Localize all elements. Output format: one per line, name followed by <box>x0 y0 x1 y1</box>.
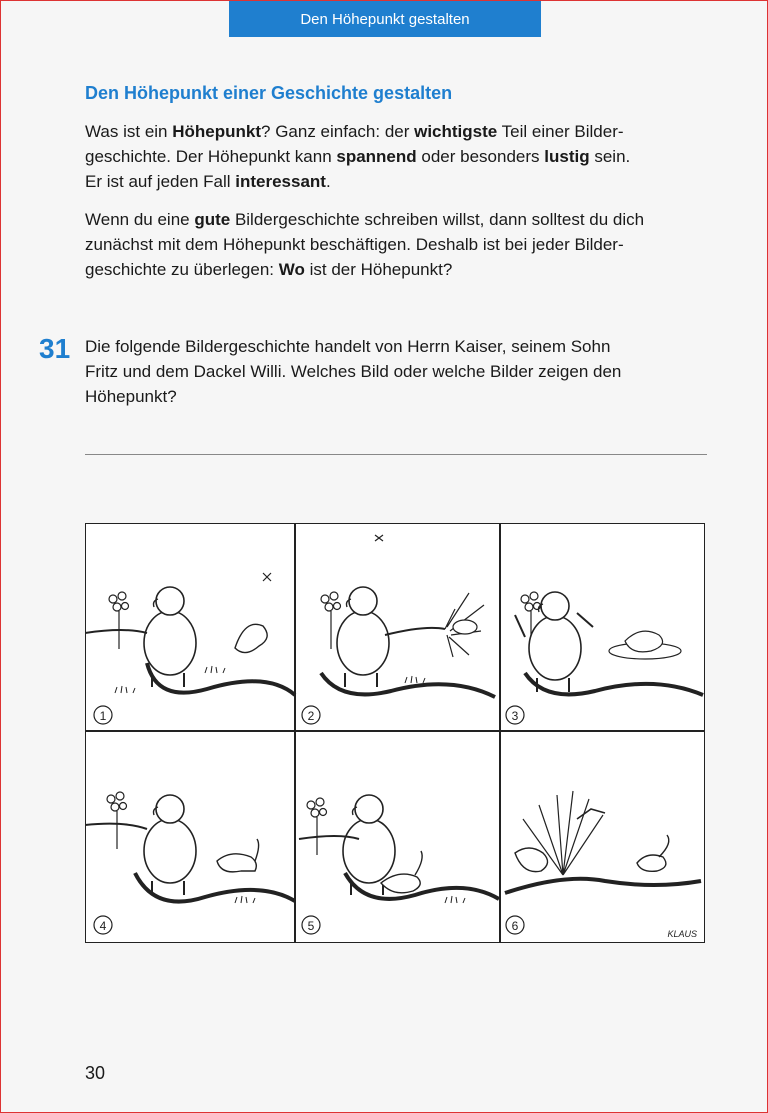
text: geschichte. Der Höhepunkt kann <box>85 147 337 166</box>
bold-text: wichtigste <box>414 122 498 141</box>
panel-number: 4 <box>99 919 107 933</box>
paragraph-intro <box>85 119 725 194</box>
comic-strip <box>85 523 705 943</box>
text: Teil einer Bilder- <box>497 122 624 141</box>
bold-text: spannend <box>336 147 417 166</box>
text: Was ist ein <box>85 122 173 141</box>
answer-line[interactable] <box>85 454 707 455</box>
panel-number: 5 <box>307 919 315 933</box>
text: sein. <box>589 147 631 166</box>
text: Er ist auf jeden Fall <box>85 172 236 191</box>
panel-number: 6 <box>511 919 519 933</box>
section-heading: Den Höhepunkt einer Geschichte gestalten <box>85 83 453 103</box>
text: Wenn du eine <box>85 210 195 229</box>
task-line: Höhepunkt? <box>85 387 177 406</box>
task-text <box>85 334 705 409</box>
text: zunächst mit dem Höhepunkt beschäftigen. Deshalb ist bei jeder Bilder- <box>85 235 624 254</box>
text: Bildergeschichte schreiben willst, dann solltest du dich <box>230 210 645 229</box>
paragraph-instruction <box>85 207 725 282</box>
text: ist der Höhepunkt? <box>304 260 453 279</box>
panel-number: 3 <box>511 709 519 723</box>
page-number: 30 <box>85 1063 106 1083</box>
bold-text: gute <box>194 210 231 229</box>
task-line: Die folgende Bildergeschichte handelt von Herrn Kaiser, seinem Sohn <box>85 337 611 356</box>
task-number: 31 <box>39 333 71 364</box>
panel-number: 2 <box>307 709 315 723</box>
text: . <box>325 172 331 191</box>
bold-text: lustig <box>544 147 590 166</box>
task-line: Fritz und dem Dackel Willi. Welches Bild oder welche Bilder zeigen den <box>85 362 622 381</box>
text: ? Ganz einfach: der <box>261 122 415 141</box>
text: oder besonders <box>416 147 545 166</box>
artist-signature: KLAUS <box>667 929 697 939</box>
text: geschichte zu überlegen: <box>85 260 279 279</box>
bold-text: interessant <box>235 172 326 191</box>
bold-text: Höhepunkt <box>172 122 262 141</box>
header-tab: Den Höhepunkt gestalten <box>229 1 541 37</box>
bold-text: Wo <box>278 260 305 279</box>
panel-number: 1 <box>99 709 107 723</box>
